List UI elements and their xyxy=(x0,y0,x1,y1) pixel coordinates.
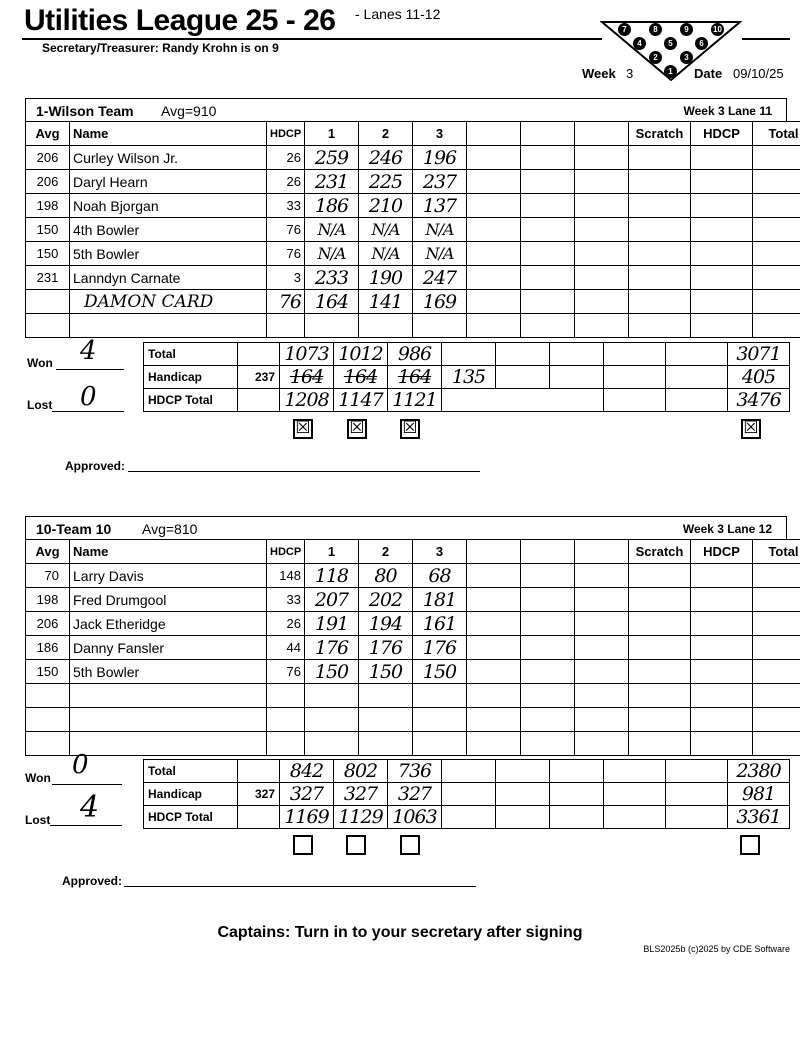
pin-3-icon: 3 xyxy=(680,51,693,64)
lost-line xyxy=(52,411,124,412)
total-game2: 802 xyxy=(334,760,388,783)
pin-9-icon: 9 xyxy=(680,23,693,36)
table-row xyxy=(26,636,800,660)
handicap-sum: 405 xyxy=(728,366,790,389)
approved-label: Approved: xyxy=(65,459,125,473)
game3-score: N/A xyxy=(413,242,467,266)
team2-totals-table xyxy=(143,759,790,829)
won-value: 4 xyxy=(80,336,97,366)
pin-1-icon: 1 xyxy=(664,65,677,78)
bowler-avg: 150 xyxy=(26,218,70,242)
hdcp-total-game2: 1147 xyxy=(334,389,388,412)
bowler-hdcp: 26 xyxy=(267,612,305,636)
game1-score: 231 xyxy=(305,170,359,194)
bowler-avg: 231 xyxy=(26,266,70,290)
footer-instruction: Captains: Turn in to your secretary after signing xyxy=(217,924,583,941)
hdcp-total-label: HDCP Total xyxy=(144,806,238,829)
table-row xyxy=(26,194,800,218)
hdcp-total-game3: 1063 xyxy=(388,806,442,829)
total-sum: 2380 xyxy=(728,760,790,783)
date-label: Date xyxy=(694,66,723,81)
bowler-avg: 186 xyxy=(26,636,70,660)
team2-week-lane: Week 3 Lane 12 xyxy=(682,522,772,536)
table-header-row xyxy=(26,122,800,146)
game1-score: N/A xyxy=(305,218,359,242)
handicap-sum: 981 xyxy=(728,783,790,806)
pin-8-icon: 8 xyxy=(649,23,662,36)
handicap-game1: 164 xyxy=(280,366,334,389)
total-game3: 986 xyxy=(388,343,442,366)
hdcp-total-label: HDCP Total xyxy=(144,389,238,412)
total-row xyxy=(144,760,790,783)
game2-checkbox[interactable]: ☒ xyxy=(347,419,367,439)
bowler-avg: 206 xyxy=(26,612,70,636)
table-row xyxy=(26,684,800,708)
won-line xyxy=(52,784,122,785)
game1-checkbox[interactable]: ☒ xyxy=(293,419,313,439)
handicap-game3: 327 xyxy=(388,783,442,806)
bowler-hdcp: 44 xyxy=(267,636,305,660)
game3-score: 150 xyxy=(413,660,467,684)
table-row xyxy=(26,146,800,170)
col-blank xyxy=(521,122,575,146)
hdcp-total-row xyxy=(144,806,790,829)
lost-label: Lost xyxy=(25,813,51,827)
table-row xyxy=(26,732,800,756)
team-hdcp: 327 xyxy=(238,783,280,806)
game2-score: 225 xyxy=(359,170,413,194)
total-label: Total xyxy=(144,760,238,783)
game1-score: 259 xyxy=(305,146,359,170)
title-underline-right xyxy=(742,38,790,40)
date-value: 09/10/25 xyxy=(733,66,784,81)
lost-value: 0 xyxy=(80,382,97,412)
game3-score: N/A xyxy=(413,218,467,242)
week-number: 3 xyxy=(626,66,634,81)
handicap-row xyxy=(144,783,790,806)
pin-10-icon: 10 xyxy=(711,23,724,36)
table-row xyxy=(26,218,800,242)
bowler-name: Danny Fansler xyxy=(70,636,267,660)
team2-average: Avg=810 xyxy=(142,521,198,537)
bowler-hdcp: 33 xyxy=(267,194,305,218)
bowler-name: Daryl Hearn xyxy=(70,170,267,194)
game3-score: 161 xyxy=(413,612,467,636)
bowler-name: DAMON CARD xyxy=(70,290,267,314)
col-total: Total xyxy=(753,122,800,146)
won-line xyxy=(56,369,124,370)
col-game1: 1 xyxy=(305,540,359,564)
game3-score: 176 xyxy=(413,636,467,660)
hdcp-total-game1: 1169 xyxy=(280,806,334,829)
bowler-hdcp: 33 xyxy=(267,588,305,612)
game2-score: 150 xyxy=(359,660,413,684)
game1-checkbox[interactable] xyxy=(293,835,313,855)
table-row xyxy=(26,242,800,266)
col-name: Name xyxy=(70,540,267,564)
bowler-hdcp: 76 xyxy=(267,218,305,242)
total-checkbox[interactable]: ☒ xyxy=(741,419,761,439)
game2-checkbox[interactable] xyxy=(346,835,366,855)
game1-score: 150 xyxy=(305,660,359,684)
team-hdcp: 237 xyxy=(238,366,280,389)
game3-score: 169 xyxy=(413,290,467,314)
game1-score: 164 xyxy=(305,290,359,314)
col-game3: 3 xyxy=(413,540,467,564)
bowler-name: Lanndyn Carnate xyxy=(70,266,267,290)
team1-average: Avg=910 xyxy=(161,103,217,119)
game1-score: 118 xyxy=(305,564,359,588)
team1-score-table xyxy=(25,121,800,338)
total-game2: 1012 xyxy=(334,343,388,366)
col-game2: 2 xyxy=(359,122,413,146)
bowler-hdcp: 76 xyxy=(267,290,305,314)
pin-6-icon: 6 xyxy=(695,37,708,50)
col-hdcp-total: HDCP xyxy=(691,122,753,146)
game2-score: 246 xyxy=(359,146,413,170)
bowler-name: Jack Etheridge xyxy=(70,612,267,636)
col-hdcp-total: HDCP xyxy=(691,540,753,564)
game3-score: 237 xyxy=(413,170,467,194)
pin-5-icon: 5 xyxy=(664,37,677,50)
total-game1: 842 xyxy=(280,760,334,783)
bowler-hdcp: 26 xyxy=(267,170,305,194)
table-header-row xyxy=(26,540,800,564)
total-game1: 1073 xyxy=(280,343,334,366)
bowler-hdcp: 148 xyxy=(267,564,305,588)
handicap-game1: 327 xyxy=(280,783,334,806)
col-blank xyxy=(467,122,521,146)
title-underline xyxy=(22,38,602,40)
bowler-hdcp: 26 xyxy=(267,146,305,170)
approved-signature-line[interactable] xyxy=(128,471,480,472)
copyright: BLS2025b (c)2025 by CDE Software xyxy=(643,944,790,954)
bowler-avg: 70 xyxy=(26,564,70,588)
handicap-label: Handicap xyxy=(144,366,238,389)
won-label: Won xyxy=(25,771,51,785)
game2-score: 202 xyxy=(359,588,413,612)
bowler-avg: 206 xyxy=(26,146,70,170)
col-game3: 3 xyxy=(413,122,467,146)
game2-score: N/A xyxy=(359,242,413,266)
game2-score: 190 xyxy=(359,266,413,290)
team1-header xyxy=(25,98,787,121)
hdcp-total-sum: 3476 xyxy=(728,389,790,412)
bowler-name: Noah Bjorgan xyxy=(70,194,267,218)
game3-score: 181 xyxy=(413,588,467,612)
col-avg: Avg xyxy=(26,540,70,564)
bowler-hdcp: 76 xyxy=(267,660,305,684)
game2-score: 210 xyxy=(359,194,413,218)
handicap-game2: 327 xyxy=(334,783,388,806)
game2-score: 176 xyxy=(359,636,413,660)
team1-week-lane: Week 3 Lane 11 xyxy=(683,104,772,118)
table-row xyxy=(26,660,800,684)
game1-score: 207 xyxy=(305,588,359,612)
col-blank xyxy=(575,122,629,146)
game3-checkbox[interactable]: ☒ xyxy=(400,419,420,439)
lost-label: Lost xyxy=(27,398,53,412)
table-row xyxy=(26,588,800,612)
game1-score: 176 xyxy=(305,636,359,660)
col-scratch: Scratch xyxy=(629,540,691,564)
table-row xyxy=(26,708,800,732)
game3-score: 137 xyxy=(413,194,467,218)
hdcp-total-game3: 1121 xyxy=(388,389,442,412)
game2-score: 80 xyxy=(359,564,413,588)
bowler-avg: 150 xyxy=(26,242,70,266)
col-scratch: Scratch xyxy=(629,122,691,146)
lost-line xyxy=(50,825,122,826)
bowler-name: Larry Davis xyxy=(70,564,267,588)
game1-score: 186 xyxy=(305,194,359,218)
bowler-name: Fred Drumgool xyxy=(70,588,267,612)
handicap-extra: 135 xyxy=(442,366,496,389)
handicap-label: Handicap xyxy=(144,783,238,806)
hdcp-total-row xyxy=(144,389,790,412)
secretary-line: Secretary/Treasurer: Randy Krohn is on 9 xyxy=(42,41,279,55)
game2-score: N/A xyxy=(359,218,413,242)
game2-score: 194 xyxy=(359,612,413,636)
won-value: 0 xyxy=(72,750,89,780)
table-row xyxy=(26,314,800,338)
total-sum: 3071 xyxy=(728,343,790,366)
bowler-name: 5th Bowler xyxy=(70,660,267,684)
handicap-row xyxy=(144,366,790,389)
pin-4-icon: 4 xyxy=(633,37,646,50)
approved-label: Approved: xyxy=(62,874,122,888)
approved-signature-line[interactable] xyxy=(124,886,476,887)
team1-name: 1-Wilson Team xyxy=(36,103,134,119)
handicap-game2: 164 xyxy=(334,366,388,389)
team2-header xyxy=(25,516,787,539)
won-label: Won xyxy=(27,356,53,370)
table-row xyxy=(26,266,800,290)
team1-totals-table xyxy=(143,342,790,412)
league-title: Utilities League 25 - 26 xyxy=(24,4,336,37)
bowler-name: 4th Bowler xyxy=(70,218,267,242)
week-label: Week xyxy=(582,66,616,81)
pin-2-icon: 2 xyxy=(649,51,662,64)
team2-score-table xyxy=(25,539,800,756)
bowler-avg: 150 xyxy=(26,660,70,684)
col-hdcp: HDCP xyxy=(267,540,305,564)
col-hdcp: HDCP xyxy=(267,122,305,146)
game3-score: 247 xyxy=(413,266,467,290)
handicap-game3: 164 xyxy=(388,366,442,389)
total-checkbox[interactable] xyxy=(740,835,760,855)
team2-name: 10-Team 10 xyxy=(36,521,112,537)
game3-score: 68 xyxy=(413,564,467,588)
total-row xyxy=(144,343,790,366)
col-total: Total xyxy=(753,540,800,564)
table-row xyxy=(26,170,800,194)
col-game1: 1 xyxy=(305,122,359,146)
col-avg: Avg xyxy=(26,122,70,146)
bowler-avg: 198 xyxy=(26,588,70,612)
table-row xyxy=(26,290,800,314)
table-row xyxy=(26,612,800,636)
bowler-hdcp: 76 xyxy=(267,242,305,266)
bowler-avg xyxy=(26,290,70,314)
col-name: Name xyxy=(70,122,267,146)
game1-score: 191 xyxy=(305,612,359,636)
game1-score: N/A xyxy=(305,242,359,266)
bowler-name: 5th Bowler xyxy=(70,242,267,266)
bowler-avg: 198 xyxy=(26,194,70,218)
game3-score: 196 xyxy=(413,146,467,170)
total-label: Total xyxy=(144,343,238,366)
hdcp-total-sum: 3361 xyxy=(728,806,790,829)
col-game2: 2 xyxy=(359,540,413,564)
total-game3: 736 xyxy=(388,760,442,783)
lanes-label: - Lanes 11-12 xyxy=(355,6,441,22)
bowler-avg: 206 xyxy=(26,170,70,194)
game3-checkbox[interactable] xyxy=(400,835,420,855)
game1-score: 233 xyxy=(305,266,359,290)
bowler-name: Curley Wilson Jr. xyxy=(70,146,267,170)
table-row xyxy=(26,564,800,588)
hdcp-total-game2: 1129 xyxy=(334,806,388,829)
lost-value: 4 xyxy=(80,790,100,825)
bowler-hdcp: 3 xyxy=(267,266,305,290)
pin-7-icon: 7 xyxy=(618,23,631,36)
game2-score: 141 xyxy=(359,290,413,314)
hdcp-total-game1: 1208 xyxy=(280,389,334,412)
